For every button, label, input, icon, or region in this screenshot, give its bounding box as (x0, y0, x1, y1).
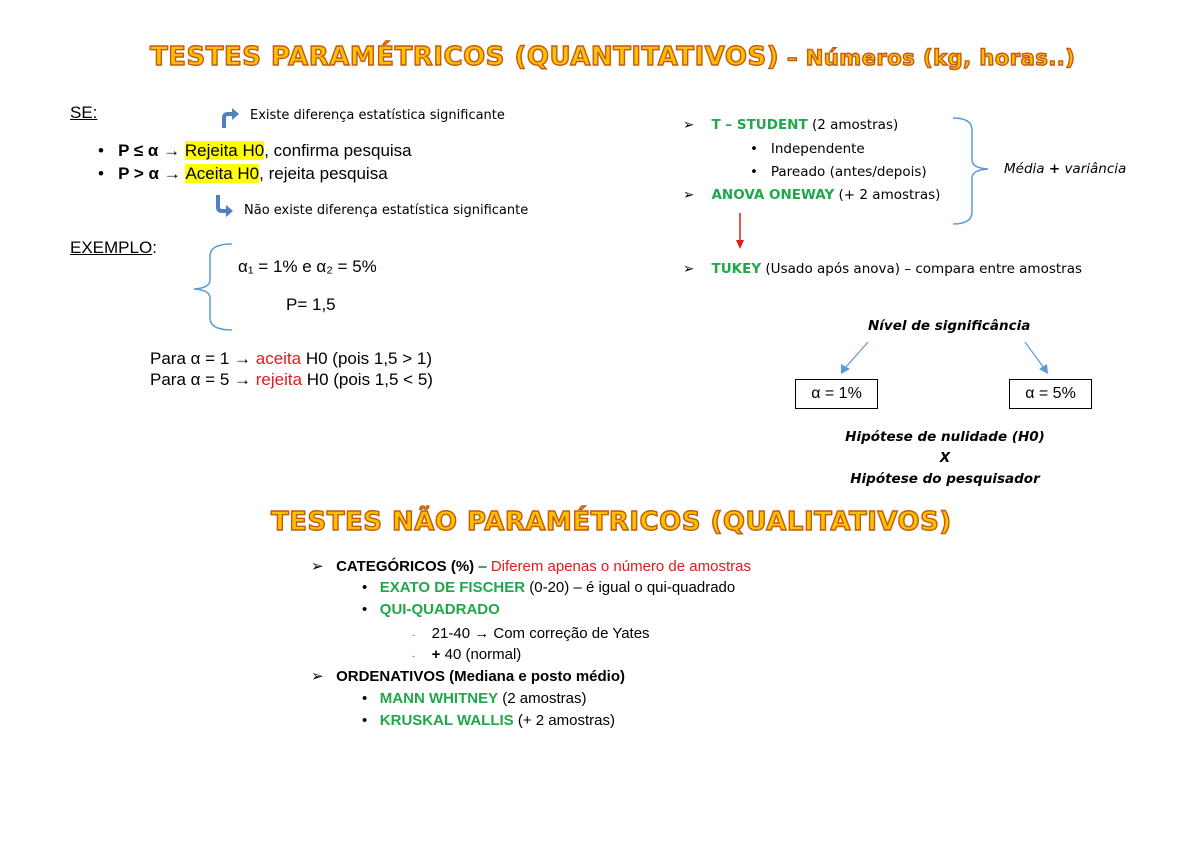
media-text: Média (1004, 161, 1049, 177)
normal-rest: 40 (normal) (440, 646, 522, 663)
bullet-icon: • (362, 601, 368, 618)
blue-arrow-right-icon (1039, 364, 1048, 374)
exemplo-text: EXEMPLO (70, 238, 153, 257)
tukey-item (683, 261, 1082, 277)
arrow-bullet-icon: ➢ (311, 668, 324, 685)
anova-rest: (+ 2 amostras) (834, 187, 941, 203)
yates-text: 21-40 → Com correção de Yates (431, 625, 650, 642)
versus-x: X (939, 450, 951, 466)
rule-2-arrow: → (158, 164, 186, 183)
case-2-post: H0 (pois 1,5 < 5) (302, 370, 433, 389)
rule-1-rest: , confirma pesquisa (264, 141, 412, 160)
ordenativos-item (311, 667, 625, 685)
curved-arrow-up-icon (222, 108, 239, 128)
mann-item (362, 690, 586, 707)
bullet-icon: • (750, 141, 758, 157)
rule-1 (98, 141, 412, 161)
ordenativos-label: ORDENATIVOS (Mediana e posto médio) (336, 668, 626, 685)
title-sep: – (779, 46, 806, 70)
curved-arrow-down-icon (216, 195, 233, 217)
rule-1-arrow: → (158, 141, 185, 160)
hipotese-nula: Hipótese de nulidade (H0) (845, 429, 1045, 445)
independente-item (750, 141, 865, 157)
tstudent-name: T – STUDENT (711, 117, 808, 133)
not-exists-diff-text: Não existe diferença estatística significante (244, 203, 529, 218)
se-label: SE: (70, 103, 98, 122)
rule-2 (98, 164, 388, 184)
bullet-icon: • (750, 164, 758, 180)
mann-rest: (2 amostras) (498, 690, 587, 707)
case-2-pre: Para α = 5 → (150, 370, 256, 389)
left-brace-icon (194, 244, 232, 330)
alpha-5-box: α = 5% (1009, 379, 1092, 409)
p-line: P= 1,5 (286, 295, 336, 314)
tstudent-item (683, 117, 898, 133)
pareado-item (750, 164, 927, 180)
kruskal-name: KRUSKAL WALLIS (379, 712, 514, 729)
dash-bullet-icon: - (412, 630, 415, 640)
alpha-line: α₁ = 1% e α₂ = 5% (238, 257, 377, 276)
normal-item (412, 646, 521, 663)
tstudent-rest: (2 amostras) (807, 117, 899, 133)
arrow-bullet-icon: ➢ (683, 117, 695, 133)
bullet-icon: • (362, 712, 368, 729)
rule-2-cond: P > α (118, 164, 159, 183)
rule-1-cond: P ≤ α (118, 141, 159, 160)
hipotese-pesquisador: Hipótese do pesquisador (850, 471, 1040, 487)
exemplo-label (70, 238, 157, 258)
case-1-pre: Para α = 1 → (150, 349, 256, 368)
rule-1-action: Rejeita H0 (184, 141, 265, 160)
plus-sign: + (1048, 161, 1061, 177)
arrow-bullet-icon: ➢ (683, 187, 695, 203)
exists-diff-text: Existe diferença estatística significante (250, 108, 505, 123)
page-title-nao-parametricos: TESTES NÃO PARAMÉTRICOS (QUALITATIVOS) (271, 507, 952, 537)
categoricos-desc: Diferem apenas o número de amostras (490, 558, 751, 575)
arrow-bullet-icon: ➢ (311, 558, 324, 575)
rule-2-action: Aceita H0 (185, 164, 260, 183)
yates-item (412, 625, 650, 642)
title-main: TESTES PARAMÉTRICOS (QUANTITATIVOS) (150, 42, 780, 72)
page-title-parametricos (150, 42, 1075, 72)
anova-name: ANOVA ONEWAY (711, 187, 835, 203)
exato-item (362, 579, 735, 596)
case-2 (150, 370, 433, 390)
dash-bullet-icon: - (412, 651, 415, 661)
independente-text: Independente (770, 141, 865, 157)
case-1-post: H0 (pois 1,5 > 1) (301, 349, 432, 368)
red-arrow-down-icon (736, 240, 744, 249)
normal-plus: + (431, 646, 441, 663)
media-variancia (1004, 161, 1126, 177)
exato-rest: (0-20) – é igual o qui-quadrado (525, 579, 736, 596)
categoricos-sep: – (474, 558, 491, 575)
right-brace-icon (953, 118, 988, 224)
rule-2-rest: , rejeita pesquisa (259, 164, 388, 183)
tukey-rest: (Usado após anova) – compara entre amostras (761, 261, 1083, 277)
arrow-bullet-icon: ➢ (683, 261, 695, 277)
case-2-word: rejeita (255, 370, 303, 389)
bullet-icon: • (362, 690, 368, 707)
nivel-significancia: Nível de significância (868, 318, 1031, 334)
bullet-icon: • (362, 579, 368, 596)
case-1 (150, 349, 432, 369)
kruskal-rest: (+ 2 amostras) (513, 712, 615, 729)
kruskal-item (362, 712, 615, 729)
case-1-word: aceita (255, 349, 302, 368)
alpha-1-box: α = 1% (795, 379, 878, 409)
tukey-name: TUKEY (711, 261, 762, 277)
title-sub: Números (kg, horas..) (805, 46, 1076, 70)
qui-name: QUI-QUADRADO (379, 601, 500, 618)
bullet-icon: • (98, 164, 104, 183)
mann-name: MANN WHITNEY (379, 690, 499, 707)
exemplo-colon: : (152, 238, 157, 257)
bullet-icon: • (98, 141, 104, 160)
qui-item (362, 601, 500, 618)
variancia-text: variância (1060, 161, 1127, 177)
anova-item (683, 187, 940, 203)
categoricos-item (311, 557, 751, 575)
pareado-text: Pareado (antes/depois) (770, 164, 927, 180)
exato-name: EXATO DE FISCHER (379, 579, 526, 596)
blue-arrow-left-icon (841, 364, 850, 374)
categoricos-label: CATEGÓRICOS (%) (336, 558, 475, 575)
